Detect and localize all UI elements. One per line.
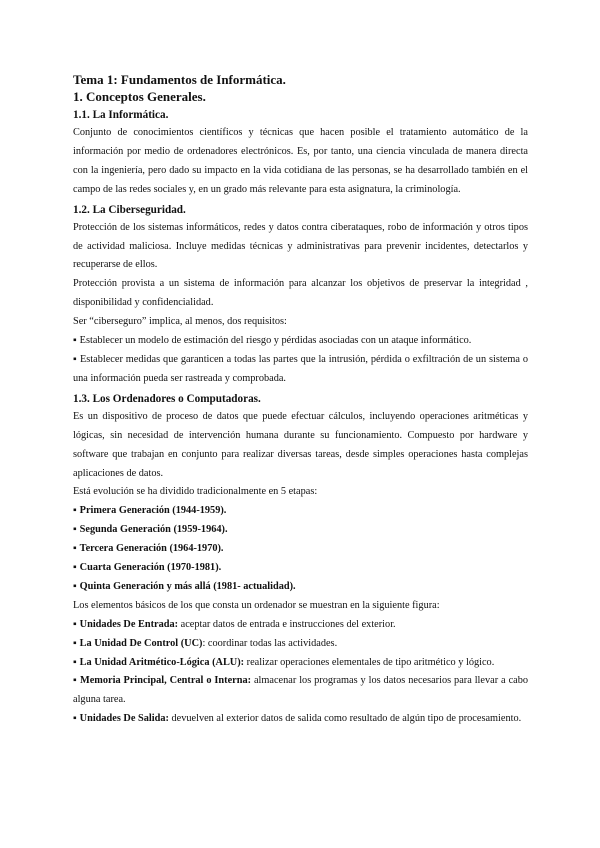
bullet-icon: ▪ bbox=[73, 675, 78, 687]
section-heading-conceptos: 1. Conceptos Generales. bbox=[73, 89, 206, 104]
list-item-elemento: ▪ Unidades De Entrada: aceptar datos de entrada e instrucciones del exterior. bbox=[73, 618, 396, 630]
list-item-elemento: ▪ Unidades De Salida: devuelven al exterior datos de salida como resultado de algún tipo de procesamiento. bbox=[73, 713, 522, 725]
bullet-icon: ▪ bbox=[73, 713, 77, 725]
list-item-requisito: ▪ Establecer un modelo de estimación del riesgo y pérdidas asociadas con un ataque informático. bbox=[73, 335, 472, 347]
list-item-requisito: ▪ Establecer medidas que garanticen a todas las partes que la intrusión, pérdida o exfiltración de un sistema o una información pueda ser rastreada y comprobada. bbox=[73, 353, 528, 384]
subsection-heading-ciberseguridad: 1.2. La Ciberseguridad. bbox=[73, 203, 186, 216]
paragraph-ciberseguridad-3: Ser “ciberseguro” implica, al menos, dos requisitos: bbox=[73, 316, 287, 328]
bullet-icon: ▪ bbox=[73, 335, 77, 347]
subsection-heading-ordenadores: 1.3. Los Ordenadores o Computadoras. bbox=[73, 392, 261, 405]
list-item-elemento: ▪ Memoria Principal, Central o Interna: almacenar los programas y los datos necesarios para llevar a cabo alguna tarea. bbox=[73, 675, 529, 706]
bullet-icon: ▪ bbox=[73, 524, 77, 536]
paragraph-informatica: Conjunto de conocimientos científicos y técnicas que hacen posible el tratamiento automático de la información por medio de ordenadores electrónicos. Es, por tanto, una ciencia vinculada de manera directa con la ingeniería, pero dado su impacto en la vida cotidiana de las personas, se ha desarrollado también en el campo de las redes sociales y, en un grado más relevante para esta asignatura, la criminología. bbox=[73, 127, 528, 195]
list-item-generacion: ▪ Cuarta Generación (1970-1981). bbox=[73, 562, 222, 574]
bullet-icon: ▪ bbox=[73, 618, 77, 630]
bullet-icon: ▪ bbox=[73, 637, 77, 649]
subsection-heading-informatica: 1.1. La Informática. bbox=[73, 109, 169, 121]
bullet-icon: ▪ bbox=[73, 505, 77, 517]
document-title: Tema 1: Fundamentos de Informática. bbox=[73, 72, 286, 87]
bullet-icon: ▪ bbox=[73, 562, 77, 574]
paragraph-ciberseguridad-2: Protección provista a un sistema de información para alcanzar los objetivos de preservar la integridad , disponibilidad y confidencialidad. bbox=[73, 278, 528, 309]
bullet-icon: ▪ bbox=[73, 353, 77, 365]
paragraph-ordenadores-3: Los elementos básicos de los que consta un ordenador se muestran en la siguiente figura: bbox=[73, 599, 440, 611]
list-item-elemento: ▪ La Unidad De Control (UC): coordinar todas las actividades. bbox=[73, 637, 338, 649]
bullet-icon: ▪ bbox=[73, 543, 77, 555]
paragraph-ciberseguridad-1: Protección de los sistemas informáticos, redes y datos contra ciberataques, robo de información y otros tipos de actividad maliciosa. Incluye medidas técnicas y administrativas para prevenir incidentes, detectarlos y recuperarse de ellos. bbox=[73, 221, 528, 271]
list-item-generacion: ▪ Primera Generación (1944-1959). bbox=[73, 505, 227, 517]
list-item-generacion: ▪ Segunda Generación (1959-1964). bbox=[73, 524, 228, 536]
list-item-elemento: ▪ La Unidad Aritmético-Lógica (ALU): realizar operaciones elementales de tipo aritmético y lógico. bbox=[73, 656, 495, 668]
paragraph-ordenadores-1: Es un dispositivo de proceso de datos que puede efectuar cálculos, incluyendo operaciones aritméticas y lógicas, sin necesidad de intervención humana durante su funcionamiento. Compuesto por hardware y software que trabajan en conjunto para realizar diversas tareas, desde simples operaciones hasta complejas aplicaciones de datos. bbox=[73, 410, 528, 479]
bullet-icon: ▪ bbox=[73, 656, 77, 668]
bullet-icon: ▪ bbox=[73, 580, 77, 592]
list-item-generacion: ▪ Quinta Generación y más allá (1981- actualidad). bbox=[73, 580, 296, 592]
list-item-generacion: ▪ Tercera Generación (1964-1970). bbox=[73, 543, 224, 555]
paragraph-ordenadores-2: Está evolución se ha dividido tradicionalmente en 5 etapas: bbox=[73, 486, 318, 498]
